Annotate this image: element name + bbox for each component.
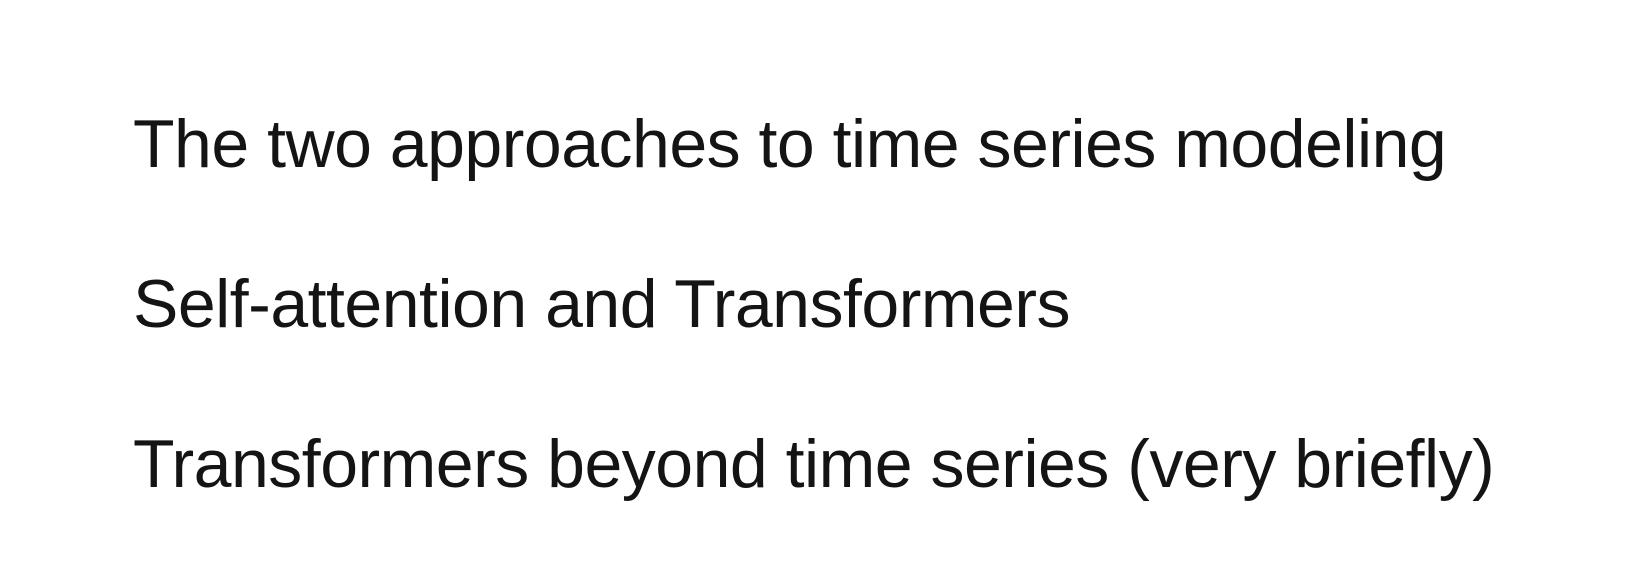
outline-item-time-series-approaches: The two approaches to time series modeling bbox=[133, 106, 1447, 182]
outline-item-self-attention: Self-attention and Transformers bbox=[133, 266, 1070, 342]
outline-item-transformers-beyond: Transformers beyond time series (very briefly) bbox=[133, 426, 1495, 502]
